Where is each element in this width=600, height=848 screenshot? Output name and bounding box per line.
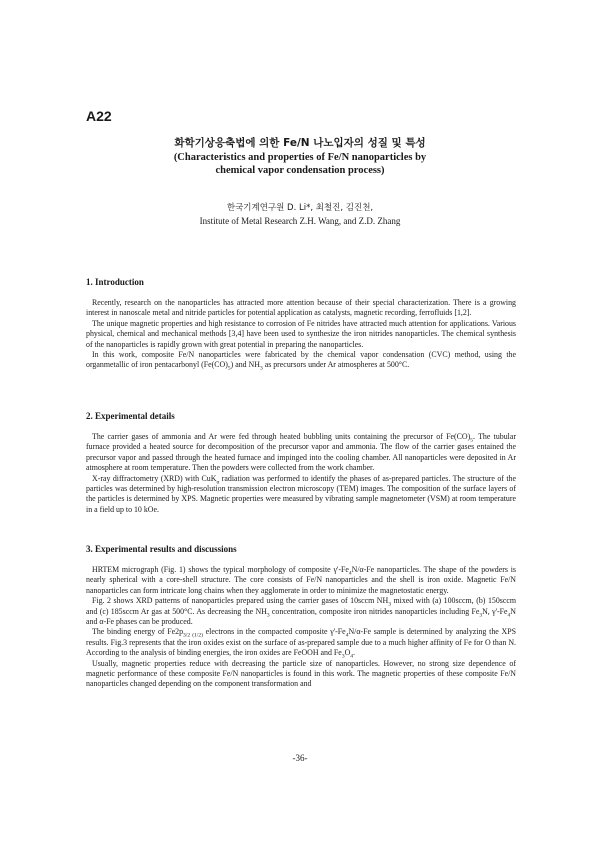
section-results xyxy=(86,543,516,690)
paragraph: In this work, composite Fe/N nanoparticles were fabricated by the chemical vapor condensation (CVC) method, using the organmetallic of iron pentacarbonyl $(Fe(CO)_5)$ and $NH_3$ as precursors under Ar atmospheres at 500°C. xyxy=(86,350,516,373)
abstract-code: A22 xyxy=(86,108,112,124)
paragraph: The binding energy of $Fe2p_{3/2 (1/2)}$ electrons in the compacted composite $\gamma'-Fe_4N/\alpha-Fe$ sample is determined by analyzing the XPS results. Fig.3 represents that the iron oxides exist on the surface of as-prepared sample due to a much higher affinity of Fe for O than N. According to the analysis of binding energies, the iron oxides are FeOOH and $Fe_3O_4$. xyxy=(86,627,516,660)
section-experimental xyxy=(86,410,516,515)
section-heading: 1. Introduction xyxy=(86,277,144,287)
title-english-line1: (Characteristics and properties of Fe/N nanoparticles by xyxy=(173,152,427,163)
paragraph: The carrier gases of ammonia and Ar were fed through heated bubbling units containing the precursor of $Fe(CO)_5$. The tubular furnace provided a heated source for decomposition of the precursor vapor and ammonia. The flow of the carrier gases entained the precursor vapor and passed through the heated furnace and impinged into the cooling chamber. All nanoparticles were deposited in Ar atmosphere at room temperature. Then the powders were collected from the work chamber. xyxy=(86,432,516,473)
section-introduction xyxy=(86,276,516,371)
section-heading: 3. Experimental results and discussions xyxy=(86,544,237,554)
authors-block xyxy=(86,202,514,228)
title-english-line2: chemical vapor condensation process) xyxy=(215,165,385,176)
authors-korean: 한국기계연구원 D. Li*, 최철진, 김진천, xyxy=(226,203,374,213)
paragraph: Recently, research on the nanoparticles has attracted more attention because of their special characterization. There is a growing interest in nanoscale metal and nitride particles for potential application as catalysts, magnetic recording, ferrofluids [1,2]. xyxy=(86,298,516,318)
paragraph: HRTEM micrograph (Fig. 1) shows the typical morphology of composite $\gamma'-Fe_4N/\alpha-Fe$ nanoparticles. The shape of the powders is nearly spherical with a core-shell structure. The core consists of Fe/N nanoparticles and the shell is iron oxide. Magnetic Fe/N nanoparticles can form intricate long chains when they agglomerate in order to minimize the magnetostatic energy. xyxy=(86,565,516,595)
title-block xyxy=(86,136,514,177)
paragraph: X-ray diffractometry (XRD) with CuK$_\alpha$ radiation was performed to identify the phases of as-prepared particles. The structure of the particles was determined by high-resolution transmission electron microscopy (TEM) images. The composition of the surface layers of the particles is determined by XPS. Magnetic properties were measured by vibrating sample magnetometer (VSM) at room temperature in a field up to 10 kOe. xyxy=(86,473,516,514)
paragraph: Fig. 2 shows XRD patterns of nanoparticles prepared using the carrier gases of 10sccm $NH_3$ mixed with (a) 100sccm, (b) 150sccm and (c) 185sccm Ar gas at 500°C. As decreasing the $NH_3$ concentration, composite iron nitrides nanoparticles including $Fe_3N$, $\gamma'-Fe_4N$ and α-Fe phases can be produced. xyxy=(86,596,516,627)
authors-english: Institute of Metal Research Z.H. Wang, and Z.D. Zhang xyxy=(199,216,401,226)
paragraph: The unique magnetic properties and high resistance to corrosion of Fe nitrides have attracted much attention for applications. Various physical, chemical and mechanical methods [3,4] have been used to synthesize the iron nitrides nanoparticles. The chemical synthesis of the nanoparticles is rapidly grown with great potential in preparing the nanoparticles. xyxy=(86,318,516,349)
paragraph: Usually, magnetic properties reduce with decreasing the particle size of nanoparticles. However, no strong size dependence of magnetic performance of these composite Fe/N nanoparticles is found in this work. The magnetic properties of these composite Fe/N nanoparticles changed depending on the component transformation and xyxy=(86,658,516,689)
section-heading: 2. Experimental details xyxy=(86,411,175,421)
page-number: -36- xyxy=(292,753,308,763)
title-korean: 화학기상응축법에 의한 Fe/N 나노입자의 성질 및 특성 xyxy=(174,137,426,149)
